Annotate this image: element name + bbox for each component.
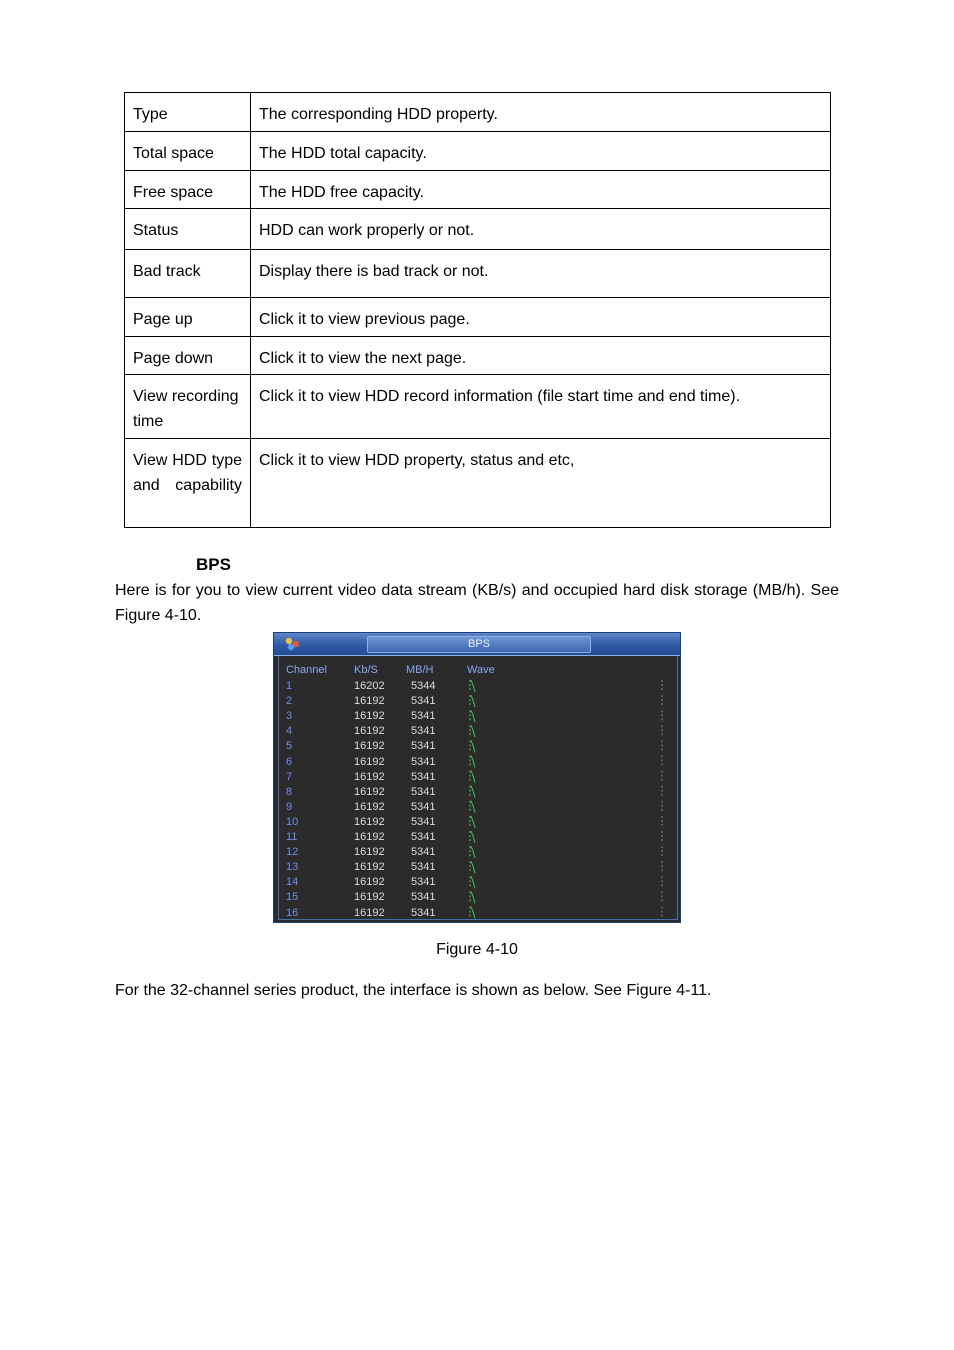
wave-line xyxy=(471,907,475,919)
bps-channel-cell: 3 xyxy=(286,710,293,723)
bps-kbs-cell: 16192 xyxy=(354,861,385,874)
bps-channel-cell: 16 xyxy=(286,906,299,919)
section-heading: BPS xyxy=(196,555,231,574)
param-name: View HDD type and capability xyxy=(125,439,251,528)
table-row xyxy=(125,298,831,337)
wave-line xyxy=(471,786,475,798)
bps-kbs-cell: 16192 xyxy=(354,785,385,798)
bps-mbh-cell: 5341 xyxy=(411,891,436,904)
bps-kbs-cell: 16192 xyxy=(354,725,385,738)
table-row xyxy=(125,132,831,171)
bps-mbh-cell: 5341 xyxy=(411,710,436,723)
param-description: Click it to view HDD property, status and etc, xyxy=(251,439,831,528)
wave-line xyxy=(471,891,475,903)
bps-kbs-cell: 16192 xyxy=(354,831,385,843)
bps-kbs-cell: 16192 xyxy=(354,740,385,753)
bps-channel-cell: 10 xyxy=(286,815,299,828)
bps-kbs-cell: 16192 xyxy=(354,695,385,708)
wave-line xyxy=(471,876,475,888)
wave-line xyxy=(471,680,475,692)
param-description: Click it to view the next page. xyxy=(251,337,831,375)
bps-kbs-cell: 16192 xyxy=(354,906,385,919)
param-description: HDD can work properly or not. xyxy=(251,209,831,250)
wave-line xyxy=(471,695,475,707)
parameter-table xyxy=(124,92,831,528)
bps-mbh-cell: 5341 xyxy=(411,831,436,843)
bps-mbh-cell: 5341 xyxy=(411,800,436,813)
bps-channel-cell: 7 xyxy=(286,770,293,783)
wave-line xyxy=(471,740,475,752)
bps-mbh-cell: 5341 xyxy=(411,725,436,738)
bps-channel-cell: 9 xyxy=(286,800,293,813)
wave-line xyxy=(471,801,475,813)
bps-mbh-cell: 5341 xyxy=(411,785,436,798)
param-name: Status xyxy=(125,209,251,250)
bps-mbh-cell: 5341 xyxy=(411,876,436,889)
wave-line xyxy=(471,816,475,828)
column-header-kbs: Kb/S xyxy=(354,664,378,676)
bps-channel-cell: 14 xyxy=(286,876,299,889)
bps-channel-cell: 4 xyxy=(286,725,293,738)
bps-kbs-cell: 16192 xyxy=(354,770,385,783)
param-name: Page up xyxy=(125,298,251,337)
bps-channel-cell: 1 xyxy=(286,680,293,692)
table-row xyxy=(125,250,831,298)
bps-title: BPS xyxy=(467,638,490,650)
bps-channel-cell: 8 xyxy=(286,785,293,798)
param-description: The corresponding HDD property. xyxy=(251,93,831,132)
wave-line xyxy=(471,846,475,858)
param-name: Page down xyxy=(125,337,251,375)
param-name: View recording time xyxy=(125,375,251,439)
bps-kbs-cell: 16192 xyxy=(354,891,385,904)
figure-caption: Figure 4-10 xyxy=(436,941,518,958)
bps-mbh-cell: 5341 xyxy=(411,695,436,708)
bps-kbs-cell: 16192 xyxy=(354,815,385,828)
column-header-channel: Channel xyxy=(286,664,327,676)
bps-screenshot xyxy=(273,632,681,923)
bps-kbs-cell: 16192 xyxy=(354,800,385,813)
param-name: Type xyxy=(125,93,251,132)
bps-mbh-cell: 5344 xyxy=(411,680,436,692)
param-description: The HDD total capacity. xyxy=(251,132,831,171)
table-row xyxy=(125,171,831,209)
param-name: Total space xyxy=(125,132,251,171)
wave-line xyxy=(471,756,475,768)
bps-kbs-cell: 16192 xyxy=(354,876,385,889)
column-header-wave: Wave xyxy=(467,664,495,676)
wave-line xyxy=(471,831,475,843)
wave-line xyxy=(471,771,475,783)
bps-kbs-cell: 16192 xyxy=(354,710,385,723)
bps-mbh-cell: 5341 xyxy=(411,755,436,768)
param-description: The HDD free capacity. xyxy=(251,171,831,209)
section-paragraph-2: For the 32-channel series product, the interface is shown as below. See Figure 4-11. xyxy=(115,982,712,999)
bps-channel-cell: 11 xyxy=(286,831,298,843)
wave-line xyxy=(471,725,475,737)
bps-kbs-cell: 16192 xyxy=(354,755,385,768)
bps-mbh-cell: 5341 xyxy=(411,846,436,859)
bps-kbs-cell: 16202 xyxy=(354,680,385,692)
table-row xyxy=(125,209,831,250)
bps-channel-cell: 5 xyxy=(286,740,293,753)
wave-line xyxy=(471,861,475,873)
bps-channel-cell: 15 xyxy=(286,891,299,904)
bps-mbh-cell: 5341 xyxy=(411,770,436,783)
table-row xyxy=(125,337,831,375)
param-name: Free space xyxy=(125,171,251,209)
bps-mbh-cell: 5341 xyxy=(411,740,436,753)
table-row xyxy=(125,375,831,439)
param-name: Bad track xyxy=(125,250,251,298)
bps-channel-cell: 6 xyxy=(286,755,293,768)
param-description: Click it to view HDD record information (file start time and end time). xyxy=(251,375,831,439)
param-description: Click it to view previous page. xyxy=(251,298,831,337)
wave-graph xyxy=(274,633,680,922)
table-row xyxy=(125,439,831,528)
bps-mbh-cell: 5341 xyxy=(411,815,436,828)
bps-mbh-cell: 5341 xyxy=(411,861,436,874)
bps-channel-cell: 13 xyxy=(286,861,299,874)
section-paragraph: Here is for you to view current video data stream (KB/s) and occupied hard disk storage (MB/h). See Figure 4-10. xyxy=(115,582,839,624)
param-description: Display there is bad track or not. xyxy=(251,250,831,298)
bps-channel-cell: 12 xyxy=(286,846,299,859)
table-row xyxy=(125,93,831,132)
bps-mbh-cell: 5341 xyxy=(411,906,436,919)
wave-line xyxy=(471,710,475,722)
column-header-mbh: MB/H xyxy=(406,664,434,676)
bps-kbs-cell: 16192 xyxy=(354,846,385,859)
bps-channel-cell: 2 xyxy=(286,695,293,708)
